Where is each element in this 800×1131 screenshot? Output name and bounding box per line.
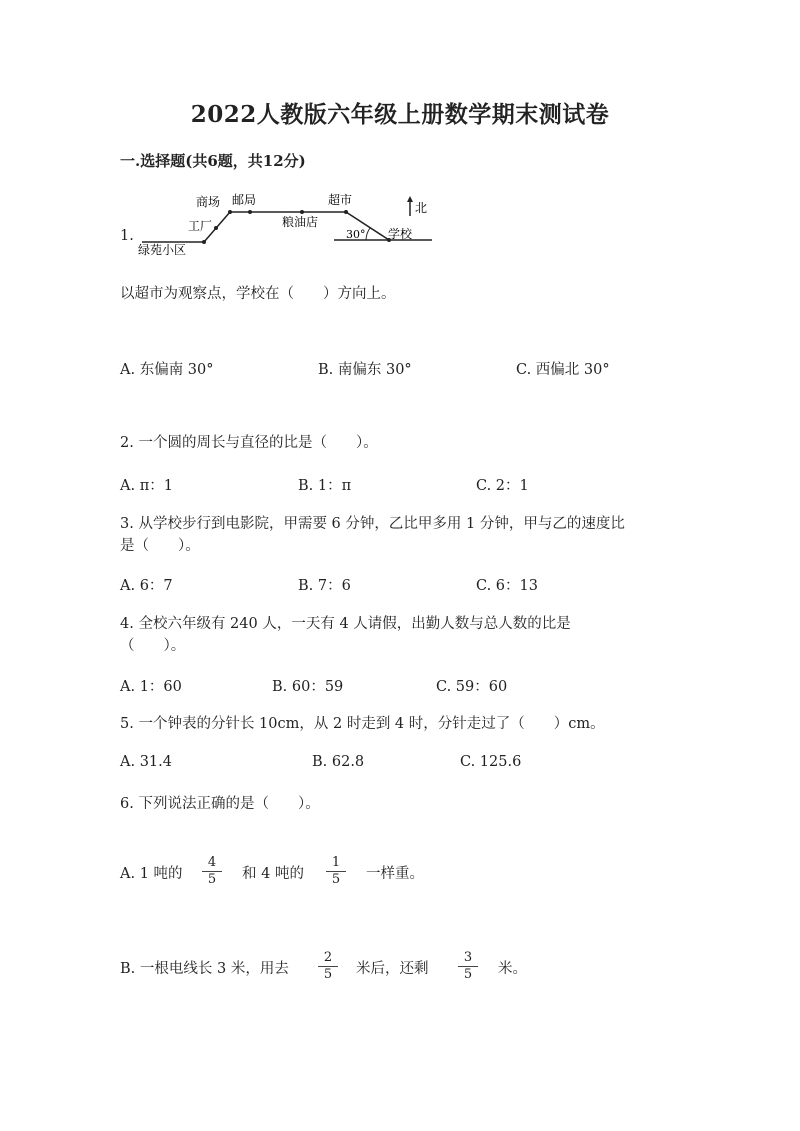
q6-option-b-part1[interactable]: B. 一根电线长 3 米，用去	[120, 961, 289, 977]
label-gongchang: 工厂	[188, 219, 213, 233]
point-youju	[248, 210, 252, 214]
q6-option-b-fraction-1	[318, 950, 338, 983]
q1-number: 1.	[120, 228, 134, 244]
point-liangyoudian	[300, 210, 304, 214]
q6-text: 6. 下列说法正确的是（ ）。	[120, 796, 320, 812]
q6-option-b-fraction-2	[458, 950, 478, 983]
q4-option-c[interactable]: C. 59：60	[436, 679, 508, 695]
north-arrow-head-icon	[407, 196, 413, 202]
q6-option-b-part3: 米。	[498, 961, 527, 977]
fraction-numerator: 1	[331, 855, 341, 870]
q3-option-c[interactable]: C. 6：13	[476, 578, 538, 594]
angle-arc	[366, 228, 370, 240]
q2-option-b[interactable]: B. 1：π	[298, 478, 352, 494]
q4-option-b[interactable]: B. 60：59	[272, 679, 344, 695]
q4-text-line1: 4. 全校六年级有 240 人，一天有 4 人请假，出勤人数与总人数的比是	[120, 616, 571, 632]
label-angle: 30°	[346, 228, 366, 241]
fraction-denominator: 5	[326, 871, 346, 888]
point-shangchang	[228, 210, 232, 214]
point-chaoshi	[344, 210, 348, 214]
q1-map-diagram	[134, 188, 434, 260]
q5-option-a[interactable]: A. 31.4	[120, 754, 172, 770]
q5-option-c[interactable]: C. 125.6	[460, 754, 522, 770]
q6-option-a-part3: 一样重。	[366, 866, 424, 882]
page-title: 2022人教版六年级上册数学期末测试卷	[190, 101, 610, 128]
point-lvyuan	[202, 240, 206, 244]
q2-text: 2. 一个圆的周长与直径的比是（ ）。	[120, 435, 378, 451]
q6-option-a-part2: 和 4 吨的	[242, 866, 304, 882]
q6-option-b-part2: 米后，还剩	[356, 961, 429, 977]
q4-text-line2: （ ）。	[120, 638, 186, 654]
label-liangyoudian: 粮油店	[282, 215, 319, 229]
fraction-numerator: 3	[463, 950, 473, 965]
q3-text-line2: 是（ ）。	[120, 538, 200, 554]
q1-option-b[interactable]: B. 南偏东 30°	[318, 362, 412, 378]
q3-option-b[interactable]: B. 7：6	[298, 578, 351, 594]
q3-option-a[interactable]: A. 6：7	[120, 578, 173, 594]
section-heading: 一.选择题(共6题，共12分)	[120, 152, 306, 170]
q6-option-a-fraction-2	[326, 855, 346, 888]
q5-text: 5. 一个钟表的分针长 10cm，从 2 时走到 4 时，分针走过了（ ）cm。	[120, 716, 605, 732]
q1-option-c[interactable]: C. 西偏北 30°	[516, 362, 610, 378]
label-xuexiao: 学校	[388, 227, 413, 241]
fraction-numerator: 2	[323, 950, 333, 965]
point-gongchang	[214, 226, 218, 230]
q1-text: 以超市为观察点，学校在（ ）方向上。	[120, 286, 396, 302]
fraction-denominator: 5	[458, 966, 478, 983]
fraction-numerator: 4	[207, 855, 217, 870]
q5-option-b[interactable]: B. 62.8	[312, 754, 365, 770]
label-chaoshi: 超市	[328, 193, 353, 207]
q6-option-a-fraction-1	[202, 855, 222, 888]
fraction-denominator: 5	[202, 871, 222, 888]
q3-text-line1: 3. 从学校步行到电影院，甲需要 6 分钟，乙比甲多用 1 分钟，甲与乙的速度比	[120, 516, 625, 532]
label-lvyuan: 绿苑小区	[138, 243, 187, 257]
q1-option-a[interactable]: A. 东偏南 30°	[120, 362, 214, 378]
q6-option-a-part1[interactable]: A. 1 吨的	[120, 866, 183, 882]
label-north: 北	[415, 201, 428, 215]
q2-option-a[interactable]: A. π：1	[120, 478, 173, 494]
q4-option-a[interactable]: A. 1：60	[120, 679, 182, 695]
fraction-denominator: 5	[318, 966, 338, 983]
label-youju: 邮局	[232, 193, 257, 207]
q2-option-c[interactable]: C. 2：1	[476, 478, 529, 494]
label-shangchang: 商场	[196, 195, 221, 209]
